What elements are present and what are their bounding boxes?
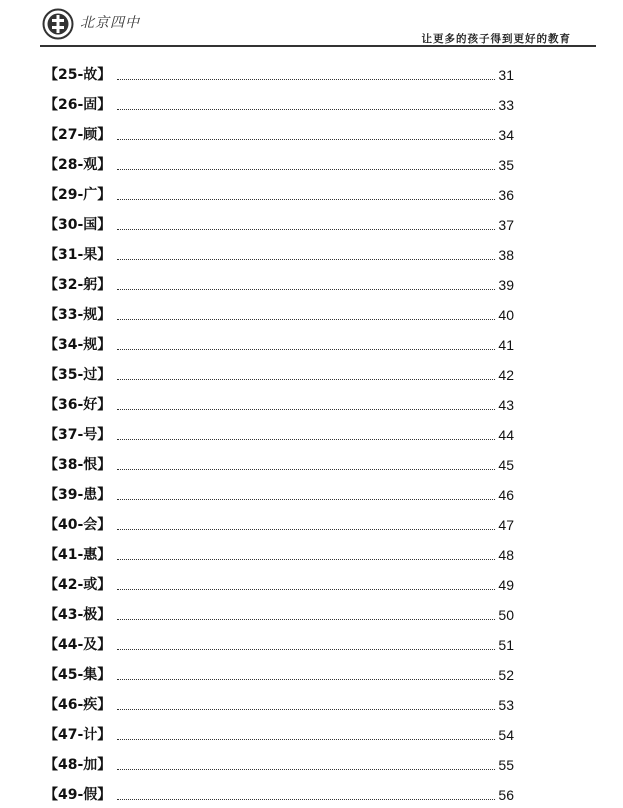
toc-entry[interactable] (44, 624, 514, 654)
toc-entry[interactable] (44, 444, 514, 474)
toc-dot-leader (117, 378, 495, 380)
toc-entry[interactable] (44, 684, 514, 714)
toc-entry-label: 【29-广】 (44, 187, 112, 203)
toc-entry[interactable] (44, 294, 514, 324)
toc-entry-label: 【31-果】 (44, 247, 112, 263)
toc-entry-page-number: 43 (498, 397, 514, 413)
toc-entry[interactable] (44, 144, 514, 174)
toc-entry-label: 【28-观】 (44, 157, 112, 173)
toc-dot-leader (117, 138, 495, 140)
toc-entry-label: 【37-号】 (44, 427, 112, 443)
toc-entry[interactable] (44, 414, 514, 444)
toc-dot-leader (117, 528, 495, 530)
toc-entry[interactable] (44, 264, 514, 294)
page-header (0, 0, 623, 48)
school-logo-icon (42, 8, 74, 40)
toc-dot-leader (117, 618, 495, 620)
toc-entry-page-number: 33 (498, 97, 514, 113)
toc-entry-label: 【39-患】 (44, 487, 112, 503)
toc-dot-leader (117, 258, 495, 260)
toc-entry-page-number: 35 (498, 157, 514, 173)
toc-dot-leader (117, 798, 495, 800)
toc-dot-leader (117, 558, 495, 560)
toc-entry-page-number: 40 (498, 307, 514, 323)
toc-entry-label: 【34-规】 (44, 337, 112, 353)
toc-entry-page-number: 38 (498, 247, 514, 263)
toc-dot-leader (117, 648, 495, 650)
toc-entry[interactable] (44, 384, 514, 414)
toc-entry[interactable] (44, 174, 514, 204)
toc-entry[interactable] (44, 774, 514, 804)
toc-entry[interactable] (44, 54, 514, 84)
toc-entry[interactable] (44, 504, 514, 534)
toc-entry-label: 【33-规】 (44, 307, 112, 323)
toc-entry-label: 【32-躬】 (44, 277, 112, 293)
toc-entry-page-number: 48 (498, 547, 514, 563)
toc-entry-label: 【36-好】 (44, 397, 112, 413)
toc-entry[interactable] (44, 204, 514, 234)
toc-entry-label: 【44-及】 (44, 637, 112, 653)
toc-entry-label: 【47-计】 (44, 727, 112, 743)
toc-dot-leader (117, 438, 495, 440)
toc-entry-page-number: 46 (498, 487, 514, 503)
toc-dot-leader (117, 408, 495, 410)
toc-entry-page-number: 52 (498, 667, 514, 683)
toc-entry-page-number: 49 (498, 577, 514, 593)
toc-entry-label: 【41-惠】 (44, 547, 112, 563)
toc-dot-leader (117, 498, 495, 500)
toc-entry-page-number: 54 (498, 727, 514, 743)
toc-entry-label: 【26-固】 (44, 97, 112, 113)
toc-entry-page-number: 39 (498, 277, 514, 293)
brand-name: 北京四中 (80, 15, 140, 31)
toc-entry-label: 【38-恨】 (44, 457, 112, 473)
toc-entry-page-number: 47 (498, 517, 514, 533)
toc-entry[interactable] (44, 234, 514, 264)
toc-entry[interactable] (44, 114, 514, 144)
toc-entry-page-number: 31 (498, 67, 514, 83)
toc-dot-leader (117, 678, 495, 680)
toc-dot-leader (117, 288, 495, 290)
toc-entry-label: 【46-疾】 (44, 697, 112, 713)
toc-dot-leader (117, 588, 495, 590)
toc-entry-label: 【30-国】 (44, 217, 112, 233)
toc-dot-leader (117, 108, 495, 110)
toc-entry-page-number: 51 (498, 637, 514, 653)
header-divider (40, 45, 596, 47)
toc-dot-leader (117, 198, 495, 200)
toc-entry-page-number: 50 (498, 607, 514, 623)
toc-entry-label: 【43-极】 (44, 607, 112, 623)
toc-dot-leader (117, 318, 495, 320)
toc-entry[interactable] (44, 354, 514, 384)
toc-entry[interactable] (44, 84, 514, 114)
toc-dot-leader (117, 168, 495, 170)
toc-entry[interactable] (44, 474, 514, 504)
toc-dot-leader (117, 468, 495, 470)
toc-entry-page-number: 53 (498, 697, 514, 713)
toc-entry-label: 【48-加】 (44, 757, 112, 773)
toc-dot-leader (117, 738, 495, 740)
toc-entry[interactable] (44, 564, 514, 594)
toc-dot-leader (117, 348, 495, 350)
toc-dot-leader (117, 768, 495, 770)
toc-entry-page-number: 55 (498, 757, 514, 773)
toc-entry[interactable] (44, 654, 514, 684)
toc-entry-label: 【35-过】 (44, 367, 112, 383)
header-slogan: 让更多的孩子得到更好的教育 (421, 33, 571, 45)
toc-entry-page-number: 44 (498, 427, 514, 443)
toc-entry-page-number: 37 (498, 217, 514, 233)
toc-dot-leader (117, 228, 495, 230)
toc-entry-page-number: 45 (498, 457, 514, 473)
toc-entry[interactable] (44, 534, 514, 564)
toc-entry-page-number: 36 (498, 187, 514, 203)
toc-entry-page-number: 41 (498, 337, 514, 353)
toc-entry-page-number: 56 (498, 787, 514, 803)
toc-entry-page-number: 42 (498, 367, 514, 383)
toc-entry[interactable] (44, 324, 514, 354)
toc-dot-leader (117, 708, 495, 710)
toc-entry-page-number: 34 (498, 127, 514, 143)
toc-entry-label: 【49-假】 (44, 787, 112, 803)
toc-entry[interactable] (44, 744, 514, 774)
toc-entry-label: 【45-集】 (44, 667, 112, 683)
toc-entry[interactable] (44, 594, 514, 624)
toc-entry-label: 【42-或】 (44, 577, 112, 593)
toc-entry[interactable] (44, 714, 514, 744)
toc-entry-label: 【27-顾】 (44, 127, 112, 143)
toc-entry-label: 【40-会】 (44, 517, 112, 533)
toc-entry-label: 【25-故】 (44, 67, 112, 83)
table-of-contents (44, 54, 514, 804)
toc-dot-leader (117, 78, 495, 80)
